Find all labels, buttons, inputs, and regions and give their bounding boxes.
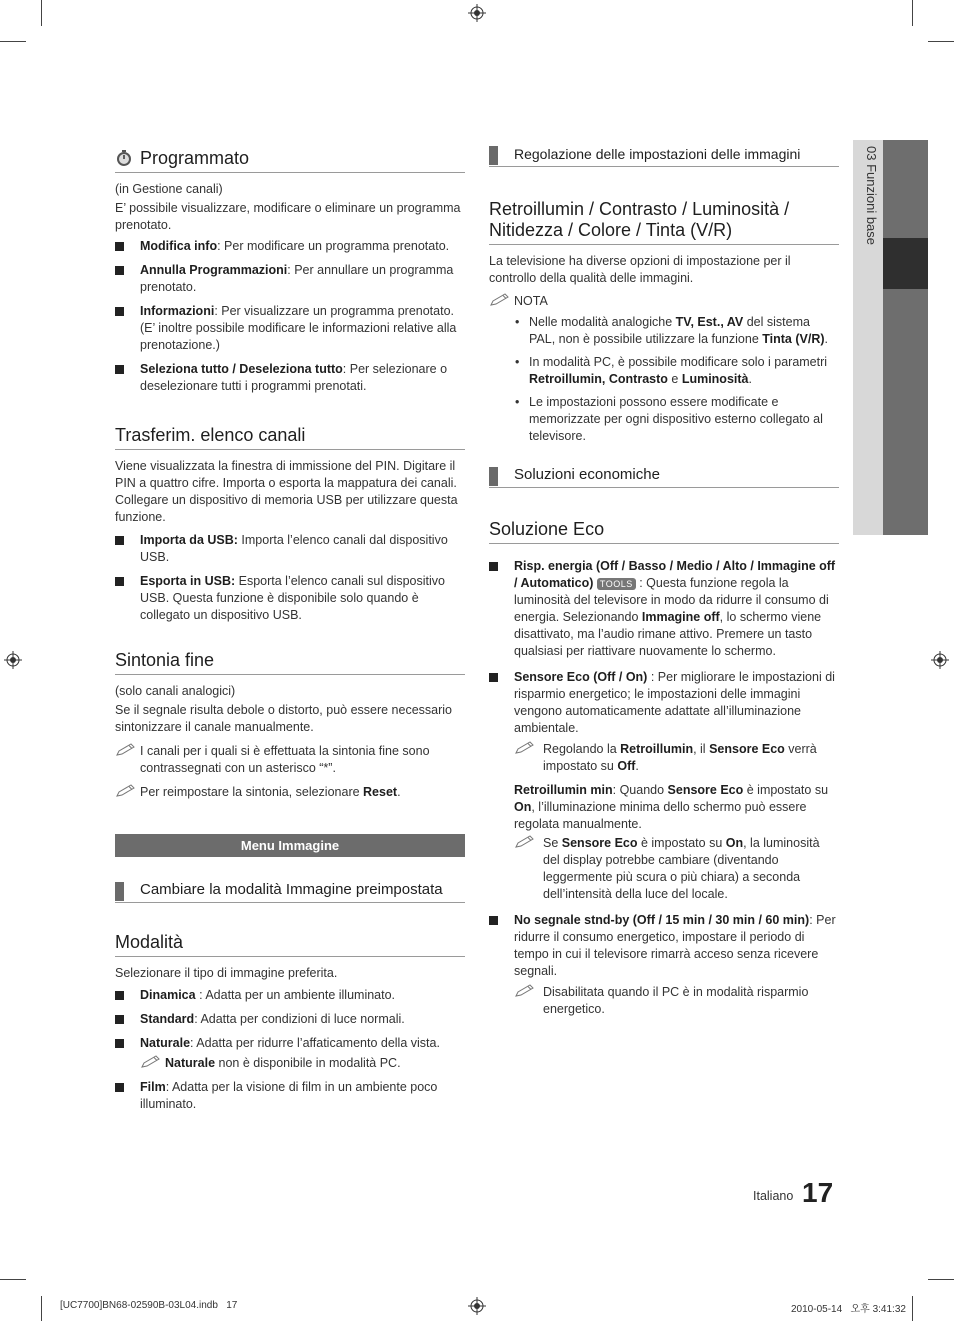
section-retro-heading: Retroillumin / Contrasto / Luminosità / Nitidezza / Colore / Tinta (V/R): [489, 199, 839, 245]
registration-mark-icon: [468, 4, 486, 22]
list-item: Importa da USB: Importa l’elenco canali dal dispositivo USB.: [115, 532, 465, 566]
menu-immagine-banner: Menu Immagine: [115, 834, 465, 857]
context-text: (in Gestione canali): [115, 182, 223, 196]
crop-mark: [0, 1279, 26, 1280]
crop-mark: [912, 0, 913, 26]
list-item: Risp. energia (Off / Basso / Medio / Alto / Immagine off / Automatico) TOOLS : Questa funzione regola la luminosità del televisore in modo da ridurre il consumo di energia. Selezionando Immagine off, lo schermo viene disattivato, ma l’audio rimane attivo. Premere un tasto qualsiasi per riattivare nuovamente lo schermo.: [489, 558, 839, 660]
list-item: Standard: Adatta per condizioni di luce normali.: [115, 1011, 465, 1028]
section-eco-heading: Soluzione Eco: [489, 518, 839, 544]
crop-mark: [0, 41, 26, 42]
list-item: Sensore Eco (Off / On) : Per migliorare le impostazioni di risparmio energetico; le impostazioni delle immagini vengono automaticamente adattate all’illuminazione ambientale.: [489, 669, 839, 737]
note-item: Se Sensore Eco è impostato su On, la luminosità del display potrebbe cambiare (diventando leggermente più scura o più chiara) a seconda dell’intensità della luce del locale.: [514, 835, 839, 903]
bullet-item: • Le impostazioni possono essere modificate e memorizzate per ogni dispositivo esterno collegato al televisore.: [515, 395, 823, 443]
left-column: [115, 140, 465, 1120]
pencil-note-icon: [115, 743, 137, 757]
crop-mark: [41, 1296, 42, 1321]
intro-text: Selezionare il tipo di immagine preferita.: [115, 966, 338, 980]
side-tab-label: 03 Funzioni base: [864, 146, 879, 246]
note-item: Naturale non è disponibile in modalità PC.: [140, 1055, 465, 1072]
section-modalita-heading: Modalità: [115, 931, 465, 957]
note-item: Regolando la Retroillumin, il Sensore Eco verrà impostato su Off.: [514, 741, 839, 775]
heading-text: Programmato: [140, 148, 250, 168]
list-item: Naturale: Adatta per ridurre l’affaticamento della vista.: [115, 1035, 465, 1052]
registration-mark-icon: [931, 651, 949, 669]
subsection-heading: Cambiare la modalità Immagine preimpostata: [115, 880, 465, 903]
crop-mark: [41, 0, 42, 26]
retroillumin-min-text: Retroillumin min: Quando Sensore Eco è impostato su On, l’illuminazione minima dello schermo può essere regolata manualmente.: [514, 783, 829, 831]
list-item: Dinamica : Adatta per un ambiente illuminato.: [115, 987, 465, 1004]
pencil-note-icon: [514, 984, 536, 998]
note-item: I canali per i quali si è effettuata la sintonia fine sono contrassegnati con un asterisco “*”.: [115, 743, 465, 777]
note-item: Disabilitata quando il PC è in modalità risparmio energetico.: [514, 984, 839, 1018]
note-item: Per reimpostare la sintonia, selezionare Reset.: [115, 784, 465, 801]
section-sintonia-heading: Sintonia fine: [115, 649, 465, 675]
intro-text: E’ possibile visualizzare, modificare o eliminare un programma prenotato.: [115, 201, 461, 232]
nota-heading: NOTA: [489, 293, 839, 310]
page-number: 17: [802, 1177, 834, 1208]
pencil-note-icon: [514, 741, 536, 755]
intro-text: Viene visualizzata la finestra di immissione del PIN. Digitare il PIN a quattro cifre. Importa o esporta la mappatura dei canali. Collegare un dispositivo di memoria USB per utilizzare questa funzione.: [115, 459, 458, 524]
subsection-heading: Regolazione delle impostazioni delle immagini: [489, 144, 839, 167]
bullet-item: • In modalità PC, è possibile modificare solo i parametri Retroillumin, Contrasto e Luminosità.: [515, 355, 828, 386]
registration-mark-icon: [468, 1297, 486, 1315]
section-programmato-heading: [115, 147, 465, 173]
list-item: Esporta in USB: Esporta l’elenco canali sul dispositivo USB. Questa funzione è disponibile solo quando è collegato un dispositivo USB.: [115, 573, 465, 624]
footer-file-info: [UC7700]BN68-02590B-03L04.indb 17: [60, 1300, 238, 1311]
section-trasferim-heading: Trasferim. elenco canali: [115, 424, 465, 450]
intro-text: La televisione ha diverse opzioni di impostazione per il controllo della qualità delle immagini.: [489, 254, 791, 285]
pencil-note-icon: [140, 1055, 162, 1069]
pencil-note-icon: [115, 784, 137, 798]
list-item: Annulla Programmazioni: Per annullare un programma prenotato.: [115, 262, 465, 296]
crop-mark: [912, 1296, 913, 1321]
intro-text: Se il segnale risulta debole o distorto, può essere necessario sintonizzare il canale manualmente.: [115, 703, 453, 734]
right-column: [489, 140, 839, 1025]
footer-language: Italiano: [753, 1189, 794, 1203]
list-item: Informazioni: Per visualizzare un programma prenotato. (E’ inoltre possibile modificare le informazioni relative alla prenotazione.): [115, 303, 465, 354]
list-item: Film: Adatta per la visione di film in un ambiente poco illuminato.: [115, 1079, 465, 1113]
bullet-item: • Nelle modalità analogiche TV, Est., AV del sistema PAL, non è possibile utilizzare la funzione Tinta (V/R).: [515, 315, 829, 346]
registration-mark-icon: [4, 651, 22, 669]
pencil-note-icon: [489, 293, 511, 307]
crop-mark: [928, 41, 954, 42]
list-item: Modifica info: Per modificare un programma prenotato.: [115, 238, 465, 255]
footer-timestamp: 2010-05-14 오후 3:41:32: [791, 1304, 906, 1315]
tools-button-icon: TOOLS: [597, 578, 636, 590]
list-item: Seleziona tutto / Deseleziona tutto: Per selezionare o deselezionare tutti i programmi prenotati.: [115, 361, 465, 395]
clock-icon: [115, 149, 133, 167]
side-tab-band: [883, 140, 928, 535]
subsection-heading: Soluzioni economiche: [489, 465, 839, 488]
side-tab-marker: [883, 238, 928, 289]
pencil-note-icon: [514, 835, 536, 849]
list-item: No segnale stnd-by (Off / 15 min / 30 min / 60 min): Per ridurre il consumo energetico, impostare il periodo di tempo in cui il televisore rimarrà acceso senza ricevere segnali.: [489, 912, 839, 980]
crop-mark: [928, 1279, 954, 1280]
context-text: (solo canali analogici): [115, 684, 236, 698]
